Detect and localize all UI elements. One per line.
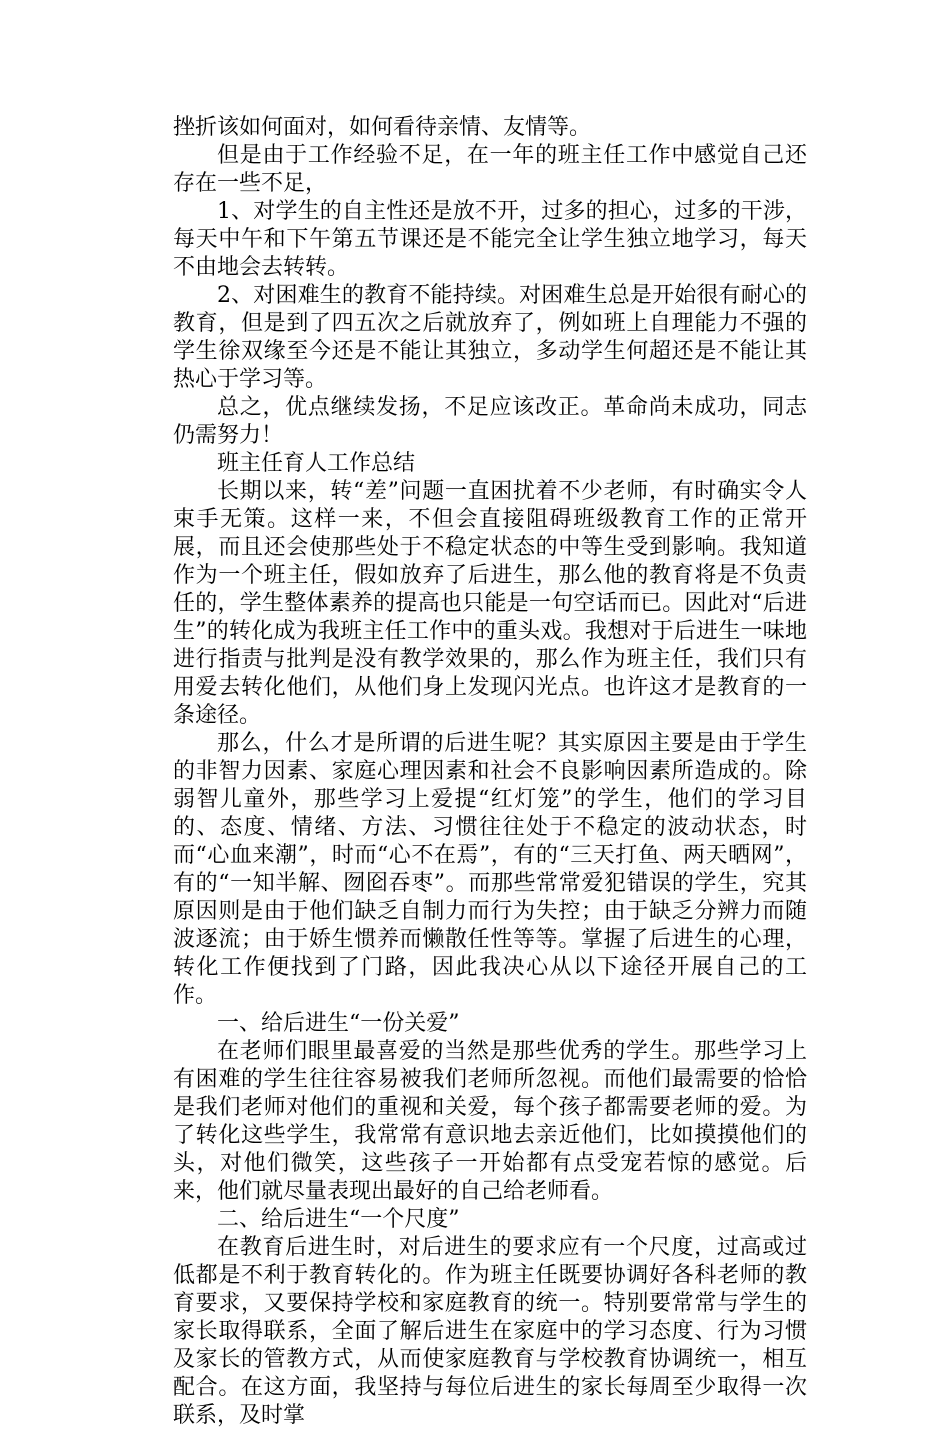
paragraph-measure: 在教育后进生时，对后进生的要求应有一个尺度，过高或过低都是不利于教育转化的。作为班主任既要协调好各科老师的教育要求，又要保持学校和家庭教育的统一。特别要常常与学生的家长取得联系，全面了解后进生在家庭中的学习态度、行为习惯及家长的管教方式，从而使家庭教育与学校教育协调统一，相互配合。在这方面，我坚持与每位后进生的家长每周至少取得一次联系，及时掌 xyxy=(173,1235,807,1428)
heading-care: 一、给后进生“一份关爱” xyxy=(217,1011,460,1036)
paragraph-conclusion: 总之，优点继续发扬，不足应该改正。革命尚未成功，同志仍需努力！ xyxy=(173,395,807,448)
paragraph-shortcomings-intro: 但是由于工作经验不足，在一年的班主任工作中感觉自己还存在一些不足， xyxy=(173,143,807,196)
paragraph-causes: 那么，什么才是所谓的后进生呢？其实原因主要是由于学生的非智力因素、家庭心理因素和社会不良影响因素所造成的。除弱智儿童外，那些学习上爱提“红灯笼”的学生，他们的学习目的、态度、情绪、方法、习惯往往处于不稳定的波动状态，时而“心血来潮”，时而“心不在焉”，有的“三天打鱼、两天晒网”，有的“一知半解、囫囵吞枣”。而那些常常爱犯错误的学生，究其原因则是由于他们缺乏自制力而行为失控；由于缺乏分辨力而随波逐流；由于娇生惯养而懒散任性等等。掌握了后进生的心理，转化工作便找到了门路，因此我决心从以下途径开展自己的工作。 xyxy=(173,731,807,1008)
section-title: 班主任育人工作总结 xyxy=(217,451,416,476)
document-page xyxy=(173,114,807,1430)
paragraph-intro: 长期以来，转“差”问题一直困扰着不少老师，有时确实令人束手无策。这样一来，不但会直接阻碍班级教育工作的正常开展，而且还会使那些处于不稳定状态的中等生受到影响。我知道作为一个班主任，假如放弃了后进生，那么他的教育将是不负责任的，学生整体素养的提高也只能是一句空话而已。因此对“后进生”的转化成为我班主任工作中的重头戏。我想对于后进生一味地进行指责与批判是没有教学效果的，那么作为班主任，我们只有用爱去转化他们，从他们身上发现闪光点。也许这才是教育的一条途径。 xyxy=(173,479,807,728)
paragraph-care: 在老师们眼里最喜爱的当然是那些优秀的学生。那些学习上有困难的学生往往容易被我们老师所忽视。而他们最需要的恰恰是我们老师对他们的重视和关爱，每个孩子都需要老师的爱。为了转化这些学生，我常常有意识地去亲近他们，比如摸摸他们的头，对他们微笑，这些孩子一开始都有点受宠若惊的感觉。后来，他们就尽量表现出最好的自己给老师看。 xyxy=(173,1039,807,1204)
paragraph-point-1: 1、对学生的自主性还是放不开，过多的担心，过多的干涉，每天中午和下午第五节课还是不能完全让学生独立地学习，每天不由地会去转转。 xyxy=(173,199,807,280)
heading-measure: 二、给后进生“一个尺度” xyxy=(217,1207,460,1232)
paragraph-continuation: 挫折该如何面对，如何看待亲情、友情等。 xyxy=(173,115,592,140)
paragraph-point-2: 2、对困难生的教育不能持续。对困难生总是开始很有耐心的教育，但是到了四五次之后就放弃了，例如班上自理能力不强的学生徐双缘至今还是不能让其独立，多动学生何超还是不能让其热心于学习等。 xyxy=(173,283,807,392)
